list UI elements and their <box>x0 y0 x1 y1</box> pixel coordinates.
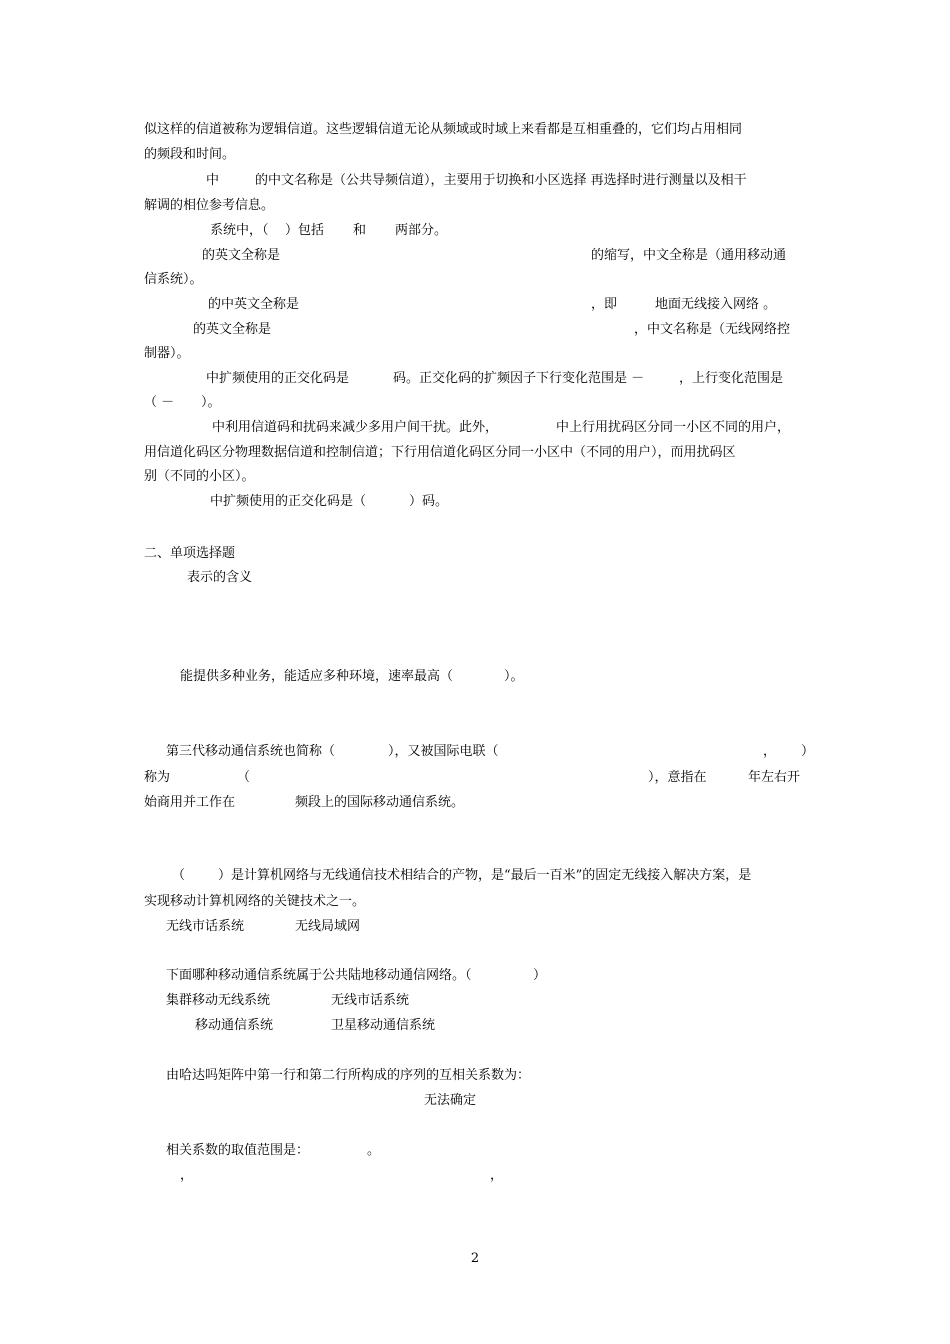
question-text: （ <box>237 770 251 785</box>
text-line: 和 <box>353 223 367 238</box>
question-text: 相关系数的取值范围是： <box>166 1143 310 1158</box>
question-text: 频段上的国际移动通信系统。 <box>295 795 465 810</box>
question-text: 下面哪种移动通信系统属于公共陆地移动通信网络。（ <box>166 968 472 983</box>
text-line: 用信道化码区分物理数据信道和控制信道；下行用信道化码区分同一小区中（不同的用户），而用扰码区 <box>144 445 736 460</box>
text-line: ，中文名称是（无线网络控 <box>634 322 791 337</box>
question-text: 表示的含义 <box>187 570 253 585</box>
question-text: 。 <box>367 1143 381 1158</box>
text-line: 信系统）。 <box>144 272 203 287</box>
text-line: 码。正交化码的扩频因子下行变化范围是 － <box>393 371 645 386</box>
text-line: 的缩写，中文全称是（通用移动通 <box>591 248 787 263</box>
text-line: 中扩频使用的正交化码是（ <box>210 494 367 509</box>
text-line: 中上行用扰码区分同一小区不同的用户， <box>556 420 791 435</box>
question-text: 始商用并工作在 <box>144 795 236 810</box>
question-text: 由哈达吗矩阵中第一行和第二行所构成的序列的互相关系数为： <box>166 1068 531 1083</box>
text-line: 制器）。 <box>144 346 190 361</box>
question-text: ） <box>533 968 547 983</box>
answer-option: 移动通信系统 <box>195 1018 274 1033</box>
answer-option: 集群移动无线系统 <box>166 993 271 1008</box>
text-line: 中 <box>206 173 220 188</box>
question-text: 年左右开 <box>748 770 801 785</box>
text-line: ）包括 <box>285 223 325 238</box>
text-line: 的英文全称是 <box>202 248 281 263</box>
text-line: 解调的相位参考信息。 <box>144 198 275 213</box>
text-line: 地面无线接入网络 。 <box>655 297 777 312</box>
question-text: ），又被国际电联（ <box>388 744 499 759</box>
answer-option: 无线局域网 <box>295 919 361 934</box>
question-text: 能提供多种业务，能适应多种环境，速率最高（ <box>180 669 454 684</box>
text-line: 的中英文全称是 <box>208 297 300 312</box>
answer-option: 无线市话系统 <box>331 993 410 1008</box>
text-line: ，上行变化范围是 <box>679 371 784 386</box>
question-text: 称为 <box>144 770 171 785</box>
text-line: 中利用信道码和扰码来减少多用户间干扰。此外， <box>212 420 499 435</box>
section-heading: 二、单项选择题 <box>144 546 236 561</box>
question-text: ） <box>801 744 815 759</box>
answer-option: ， <box>180 1168 194 1183</box>
answer-option: 卫星移动通信系统 <box>331 1018 436 1033</box>
text-line: 中扩频使用的正交化码是 <box>206 371 350 386</box>
text-line: 两部分。 <box>395 223 448 238</box>
text-line: 似这样的信道被称为逻辑信道。这些逻辑信道无论从频域或时域上来看都是互相重叠的，它们均占用相同 <box>144 122 743 137</box>
question-text: （ <box>172 868 186 883</box>
question-text: ）。 <box>504 669 524 684</box>
text-line: 别（不同的小区）。 <box>144 469 255 484</box>
text-line: 的英文全称是 <box>193 322 272 337</box>
answer-option: 无线市话系统 <box>166 919 245 934</box>
question-text: ），意指在 <box>648 770 707 785</box>
text-line: 的频段和时间。 <box>144 147 236 162</box>
text-line: ，即 <box>591 297 618 312</box>
answer-option: ， <box>490 1168 504 1183</box>
text-line: 系统中，（ <box>210 223 269 238</box>
page-number: 2 <box>470 1251 480 1266</box>
question-text: ， <box>763 744 777 759</box>
question-text: ）是计算机网络与无线通信技术相结合的产物，是“最后一百米”的固定无线接入解决方案，是 <box>218 868 752 883</box>
answer-option: 无法确定 <box>424 1093 477 1108</box>
text-line: 的中文名称是（公共导频信道），主要用于切换和小区选择 再选择时进行测量以及相干 <box>255 173 747 188</box>
question-text: 第三代移动通信系统也简称（ <box>166 744 336 759</box>
text-line: （ － <box>144 395 175 410</box>
text-line: ）码。 <box>409 494 449 509</box>
text-line: ）。 <box>201 395 221 410</box>
question-text: 实现移动计算机网络的关键技术之一。 <box>144 894 366 909</box>
